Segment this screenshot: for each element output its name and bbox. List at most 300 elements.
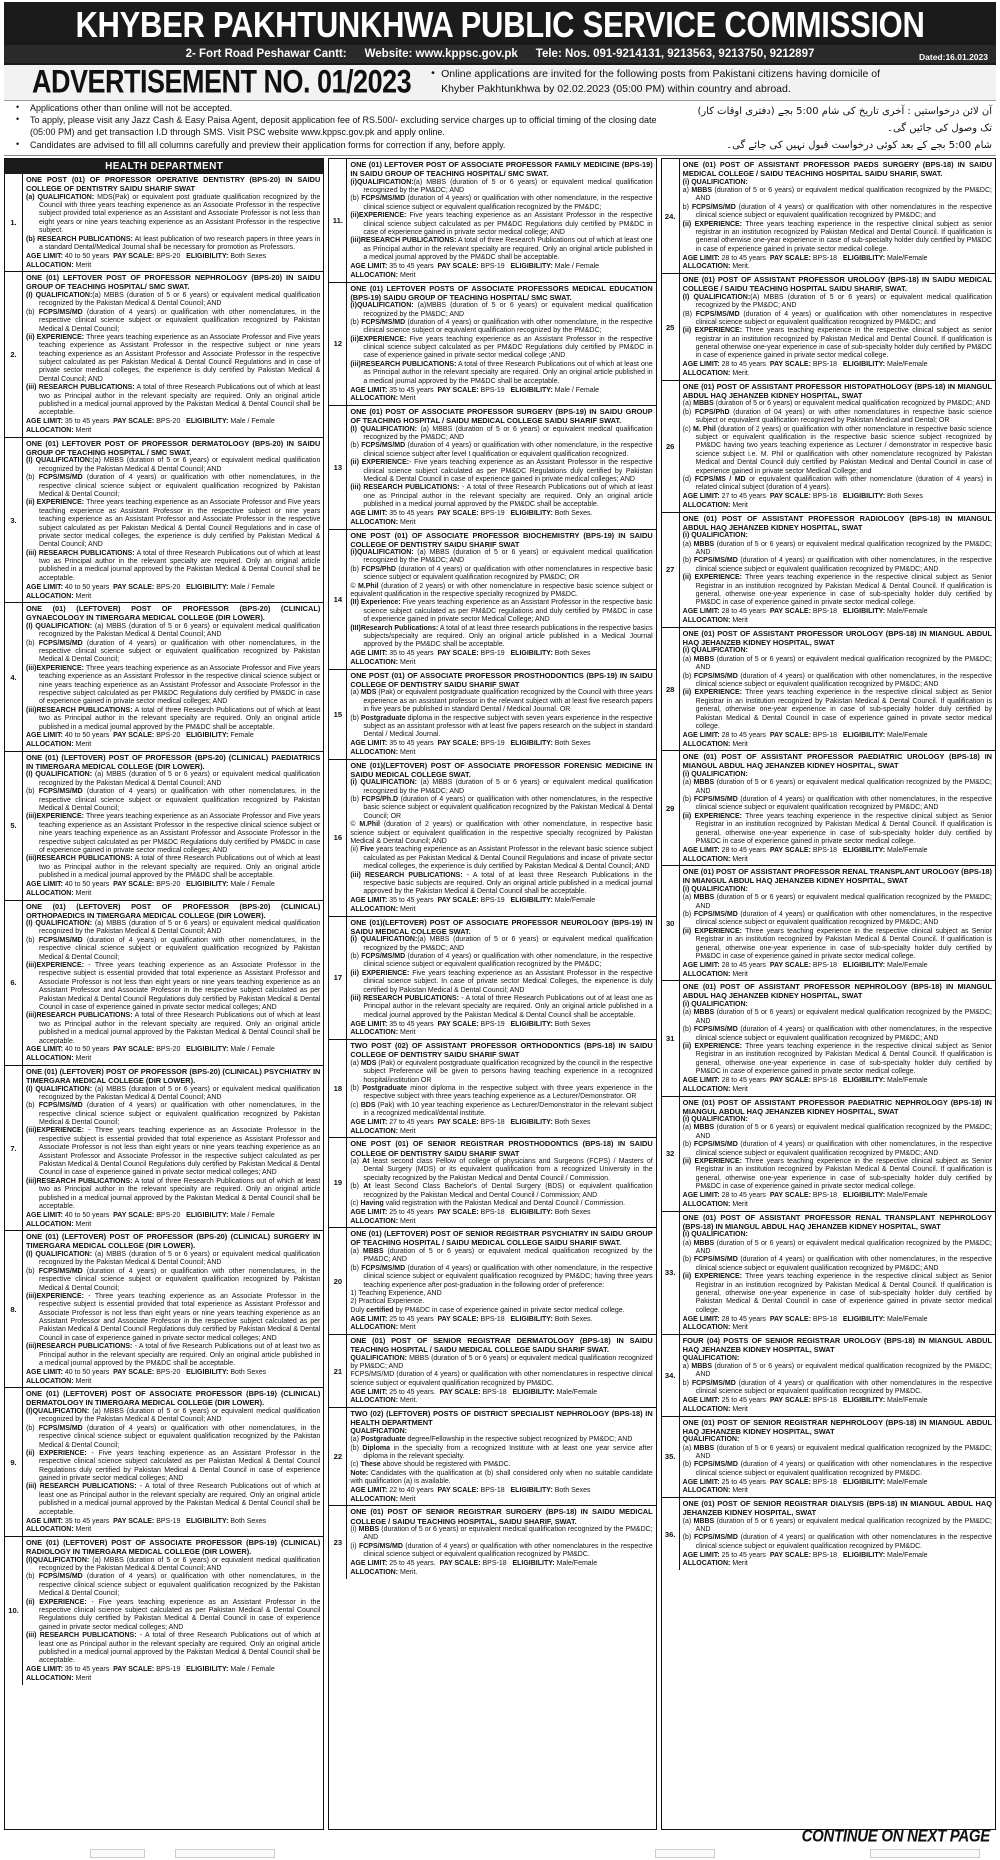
post-requirement-line: (I) QUALIFICATION:(A) MBBS (duration of 5 or 6 years) or equivalent medical qualification recognized by the PM&DC; AND (682, 293, 992, 310)
post-body (23, 174, 323, 271)
post-entry (329, 670, 655, 760)
post-requirement-line: (iii) RESEARCH PUBLICATIONS: - A total of three Research Publications out of which at least one as Principal author in the relevant specialty are required. Only an original article published in a medical journal approved by the Pakistan Medical & Dental Council shall be acceptable. (26, 1632, 321, 1665)
post-requirement-line: (iii)RESEARCH PUBLICATIONS: A total of three Research Publications out of which at least two as Principal author in the relevant specialty are required. Only an original article published in a medical journal approved by the PM&DC shall be acceptable. (26, 855, 321, 880)
post-requirement-line: b) FCPS/MS/MD (duration of 4 years) or qualification with other nomenclatures in the respective clinical science subject or equivalent qualification recognized by PM&DC. (682, 1379, 992, 1396)
post-requirement-line: (ii) EXPERIENCE: Three years teaching experience as an Associate Professor and Five years teaching experience as Assistant Professor in the respective subject or nine years teaching experience as an Assistant Professor and Associate Professor in the respective subject calculated as per Pakistan Medical & Dental Council Regulations and in case of private sector medical colleges, the experience is duly certified by Pakistan Medical & Dental Council; AND (26, 333, 321, 383)
post-requirement-line: (I) QUALIFICATION: (a) MBBS (duration of 5 or 6 years) or equivalent medical qualification recognized by the Pakistan Medical & Dental Council; AND (26, 622, 321, 639)
post-title: ONE (01) (LEFTOVER) POST OF PROFESSOR (BPS-20) (CLINICAL) ORTHOPAEDICS IN TIMERGARA MEDICAL COLLEGE (DIR LOWER). (26, 901, 321, 920)
post-body (347, 159, 655, 281)
post-requirement-line: (b) FCPS/MS/MD (duration of 4 years) or qualification with other nomenclatures, in the respective clinical science subject or equivalent qualification recognized by the Pakistan Medical & Dental Council; (26, 1573, 321, 1598)
post-requirement-line: (a) MBBS (duration of 5 or 6 years) or equivalent medical qualification recognized by the PM&DC; AND (682, 1124, 992, 1140)
post-meta: AGE LIMIT: 27 to 45 years PAY SCALE: BPS-18 ELIGIBILITY: Both Sexes ALLOCATION: Merit (682, 493, 923, 509)
post-meta: AGE LIMIT: 28 to 45 years PAY SCALE: BPS-18 ELIGIBILITY: Male/Female ALLOCATION: Merit (682, 961, 928, 978)
post-requirement-line: (ii) EXPERIENCE: Three years teaching experience in the respective clinical subject as senior registrar in an institution recognized by Pakistan Medical and Dental Council. If qualification is general otherwise one-year experience in case of sub-specialty holder duly certified by PM&DC in case of experience gained in private sector medical college. (682, 327, 992, 360)
post-number: 4. (5, 603, 23, 751)
post-requirement-line: (ii) EXPERIENCE: - Five years teaching experience as an Assistant Professor in the respective clinical science subject calculated as per Pakistan Medical & Dental Council Regulations duly certified by Pakistan Medical & Dental Council in case of experience gained in private sector medical colleges; AND (26, 1449, 321, 1483)
post-requirement-line: (b) FCPS/MS/MD (duration of 4 years) or qualification with other nomenclature, in the respective clinical science subject or equivalent qualification recognized by the PM&DC; (350, 953, 653, 969)
post-requirement-line: (b) FCPS/MS/MD (duration of 4 years) or qualification with other nomenclatures, in the respective clinical science subject or equivalent qualification recognized by Pakistan Medical & Dental Council; (26, 639, 321, 664)
post-title: ONE (01) POST OF ASSISTANT PROFESSOR UROLOGY (BPS-18) IN MIANGUL ABDUL HAQ JEHANZEB KIDNEY HOSPITAL, SWAT (682, 628, 992, 647)
post-body (680, 751, 995, 865)
post-title: ONE (01) POST OF ASSISTANT PROFESSOR HISTOPATHOLOGY (BPS-18) IN MIANGUL ABDUL HAQ JEHANZEB KIDNEY HOSPITAL, SWAT (682, 381, 992, 400)
post-body (680, 1212, 995, 1334)
post-entry (5, 1537, 323, 1685)
post-requirement-line: (ii) EXPERIENCE: Three years teaching experience in the respective clinical subject as Senior Registrar in an institution recognized by Pakistan Medical & Dental Council. If qualification is general, otherwise one-year experience in case of sub-specialty holder duly certified by PM&DC in case of experience gained in private sector medical college. (682, 812, 992, 845)
post-requirement-line: (b) FCPS/MS/MD (duration of 4 years) or qualification with other nomenclatures in the respective clinical science subject or equivalent qualification recognized by PM&DC. (682, 1534, 992, 1550)
post-number: 16 (329, 760, 347, 916)
post-requirement-line: (a) MBBS (duration of 5 or 6 years) or equivalent medical qualification recognized by the PM&DC; AND (682, 779, 992, 795)
post-entry (662, 1498, 995, 1570)
post-title: ONE (01) (LEFTOVER) POST OF PROFESSOR (BPS-20) (CLINICAL) PSYCHIATRY IN TIMERGARA MEDICAL COLLEGE (DIR LOWER). (26, 1066, 321, 1085)
post-number: 6. (5, 901, 23, 1065)
post-requirement-line: (i) QUALIFICATION: (682, 1001, 748, 1008)
post-title: ONE POST (01) OF ASSOCIATE PROFESSOR PROSTHODONTICS (BPS-19) IN SAIDU COLLEGE OF DENTISTRY SAIDU SHARIF SWAT (350, 670, 653, 689)
post-number: 21 (329, 1335, 347, 1407)
post-requirement-line: (b) FCPS/MS/MD (duration of 4 years) or qualification with other nomenclature, in the respective clinical science subject or equivalent qualification recognized by the PM&DC; (350, 318, 653, 335)
post-entry (662, 866, 995, 981)
post-requirement-line: QUALIFICATION: (682, 1354, 740, 1362)
post-requirement-line: (b) FCPS/MS/MD (duration of 4 years) or qualification with other nomenclatures, in the respective clinical science subject or equivalent qualification recognized by PM&DC; AND (682, 1141, 992, 1157)
page-header (4, 2, 996, 65)
urdu-notes (692, 103, 992, 154)
website-label[interactable]: Website: www.kppsc.gov.pk (364, 47, 518, 60)
post-requirement-line: b) FCPS/MS/MD (duration of 4 years) or qualification with other nomenclatures in the respective clinical science subject or equivalent qualification recognized by PM&DC; and (682, 203, 992, 220)
post-meta: AGE LIMIT: 40 to 50 years PAY SCALE: BPS-20 ELIGIBILITY: Both Sexes ALLOCATION: Merit (26, 1368, 267, 1385)
post-meta: AGE LIMIT: 35 to 45 years PAY SCALE: BPS-19 ELIGIBILITY: Both Sexes ALLOCATION: Merit (350, 1020, 591, 1037)
post-requirement-line: (iii)EXPERIENCE: Three years teaching experience as an Associate Professor and Five years teaching experience as an Assistant Professor in the respective clinical science subject or nine years teaching experience as an Assistant Professor and Associate Professor in the respective subject calculated as per PM&DC Regulations duly certified by PM&DC in case of experience gained in private sector medical colleges; AND (26, 813, 321, 854)
post-requirement-line: (i)QUALIFICATION: (a) MBBS (duration of 5 or 6 years) or equivalent medical qualification recognized by the PM&DC; AND (350, 549, 653, 565)
post-entry (662, 751, 995, 866)
post-requirement-line: (a) At least second class Fellow of college of physicians and Surgeons (FCPS) / Masters of Dental Surgery (MDS) or its equivalent qualification from a recognized University in the specialty recognized by the Pakistan Medical and Dental Council / Commission. (350, 1158, 653, 1182)
post-requirement-line: (iii)RESEARCH PUBLICATIONS: - A total of five Research Publications out of at least two as Principal author in the relevant specialty are required. Only an original article published in a medical journal approved by the PM&DC shall be acceptable. (26, 1343, 321, 1368)
post-title: ONE (01) (LEFTOVER) POST OF ASSOCIATE PROFESSOR (BPS-19) (CLINICAL) DERMATOLOGY IN TIMERGARA MEDICAL COLLEGE (DIR LOWER). (26, 1389, 321, 1408)
post-requirement-line: (a) MBBS (duration of 5 or 6 years) or equivalent medical qualification recognized by the PM&DC; AND (682, 894, 992, 910)
post-number: 9. (5, 1388, 23, 1536)
post-requirement-line: (i) MBBS (duration of 5 or 6 years) or equivalent medical qualification recognized by the PM&DC; AND (350, 1526, 653, 1542)
post-requirement-line: (III)Research Publications: A total of at least three research publications in the respective basics subjects/specialty are required. Only an original article published in a Medical Journal approved by the PM&DC shall be acceptable. (350, 624, 653, 649)
post-title: ONE (01) POST OF ASSISTANT PROFESSOR PAEDIATRIC NEPHROLOGY (BPS-18) IN MIANGUL ABDUL HAQ JEHANZEB KIDNEY HOSPITAL, SWAT (682, 1097, 992, 1116)
post-requirement-line: (ii) EXPERIENCE: - Five years teaching experience as an Assistant Professor in the respective clinical science subject calculated as per Pakistan Medical & Dental Council Regulations duly certified by Pakistan Medical & Dental Council in case of experience gained in private sector medical colleges; AND (26, 1598, 321, 1631)
post-title: ONE (01) LEFTOVER POST OF PROFESSOR NEPHROLOGY (BPS-20) IN SAIDU GROUP OF TEACHING HOSPITAL/ SMC SWAT. (26, 273, 321, 292)
post-title: ONE POST (01) OF PROFESSOR OPERATIVE DENTISTRY (BPS-20) IN SAIDU COLLEGE OF DENTISTRY SAIDU SHARIF SWAT (26, 175, 321, 194)
post-entry (662, 159, 995, 274)
post-number: 7. (5, 1066, 23, 1230)
post-requirement-line: (i) FCPS/MS/MD (duration of 4 years) or qualification with other nomenclatures in the respective clinical science subject or equivalent qualification recognized by PM&DC. (350, 1542, 653, 1559)
post-requirement-line: (b) FCPS/MS/MD (duration of 4 years) or qualification with other nomenclatures in the respective clinical science subject or equivalent qualification recognized by PM&DC. (682, 1461, 992, 1477)
post-meta: AGE LIMIT: 35 to 45 years PAY SCALE: BPS-19 ELIGIBILITY: Male/Female ALLOCATION: Merit (350, 897, 596, 913)
post-requirement-line: (II) Experience: Five years teaching experience as an Assistant Professor in the respective basic science subject calculated as per PM&DC regulations and duly certified by PM&DC in case of experience gained in private sector Medical College; AND (350, 599, 653, 624)
footer-mark (90, 1849, 145, 1858)
post-body (347, 760, 655, 916)
post-requirement-line: Note: Candidates with the qualification at (b) shall considered only when no suitable candidate with qualification (a) is available. (350, 1469, 653, 1486)
post-body (347, 670, 655, 759)
post-requirement-line: (iii) RESEARCH PUBLICATIONS: - A total of at least three Research Publications in the respective basic subjects are required. Only an original article published in a medical journal approved by the Pakistan Medical & Dental Council shall be acceptable. (350, 871, 653, 896)
post-entry (5, 1388, 323, 1537)
post-requirement-line: (iii)EXPERIENCE: Three years teaching experience as an Associate Professor and Five years teaching experience as an Assistant Professor in the respective clinical science subject or nine years teaching experience as an Assistant Professor and Associate Professor in the respective subject calculated as per PM&DC Regulations duly certified by PM&DC in case of experience gained in private sector medical colleges; AND (26, 664, 321, 706)
post-meta: AGE LIMIT: 35 to 45 years PAY SCALE: BPS-19 ELIGIBILITY: Both Sexes. ALLOCATION: Merit (350, 510, 593, 526)
post-meta: AGE LIMIT: 35 to 45 years PAY SCALE: BPS-19 ELIGIBILITY: Male / Female ALLOCATION: Merit (26, 1666, 275, 1682)
invitation-line-2: Khyber Pakhtunkhwa by 02.02.2023 (05:00 PM) within country and abroad. (441, 83, 791, 96)
post-requirement-line: QUALIFICATION: (682, 1436, 740, 1444)
post-requirement-line: (b) FCPS/MS/MD (duration of 4 years) or qualification with other nomenclatures, in the respective clinical science subject or equivalent qualification recognized by Pakistan Medical & Dental Council; (26, 308, 321, 333)
post-requirement-line: FCPS/MS/MD (duration of 4 years) or qualification with other nomenclatures in respective clinical science subject or equivalent qualification recognized by PM&DC. (350, 1371, 653, 1387)
post-requirement-line: (ii) Five years teaching experience as an Assistant Professor in the relevant basic science subject calculated as per Pakistan Medical & Dental Council Regulations and incase of private sector medical colleges, the experience is duly certified by Pakistan Medical & Dental Council; AND (350, 846, 653, 871)
post-body (680, 1335, 995, 1416)
post-number: 18 (329, 1040, 347, 1137)
post-body (680, 866, 995, 980)
post-requirement-line: (ii) EXPERIENCE:- Five years teaching experience as an Assistant Professor in the respective clinical science subject calculated as per PM&DC Regulations duly certified by Pakistan Medical & Dental Council in case of experience gained in private medical colleges; AND (350, 459, 653, 483)
post-body (347, 1228, 655, 1334)
column-3 (661, 158, 996, 1830)
post-requirement-line: (ii) EXPERIENCE: Three years teaching experience in the respective clinical subject as Senior Registrar in an institution recognized by Pakistan Medical & Dental Council. If qualification is general, otherwise one-year experience in case of sub-specialty holder duly certified by PM&DC in case of experience gained in private sector medical college. (682, 574, 992, 607)
post-title: ONE (01) LEFTOVER POSTS OF ASSOCIATE PROFESSORS MEDICAL EDUCATION (BPS-19) SAIDU GROUP OF TEACHING HOSPITAL/ SMC SWAT. (350, 283, 653, 302)
post-meta: AGE LIMIT: 28 to 45 years PAY SCALE: BPS-18 ELIGIBILITY: Male/Female ALLOCATION: Merit (682, 608, 928, 625)
post-number: 8. (5, 1231, 23, 1387)
post-number: 30 (662, 866, 680, 980)
post-title: FOUR (04) POSTS OF SENIOR REGISTRAR UROLOGY (BPS-18) IN MIANGUL ABDUL HAQ JEHANZEB KIDNEY HOSPITAL, SWAT (682, 1336, 992, 1355)
post-entry (662, 513, 995, 628)
post-requirement-line: (b) FCPS/MS/MD (duration of 4 years) or qualification with other nomenclatures, in the respective clinical science subject or equivalent qualification recognized by Pakistan Medical & Dental Council; (26, 936, 321, 961)
post-requirement-line: (I) QUALIFICATION: (a) MBBS (duration of 5 or 6 years) or equivalent medical qualification recognized by the Pakistan Medical & Dental Council; AND (26, 771, 321, 787)
post-requirement-line: (i) QUALIFICATION:(a) MBBS (duration of 5 or 6 years) or equivalent medical qualification recognized by the PM&DC; AND (350, 936, 653, 952)
post-requirement-line: (a) MBBS (duration of 5 or 6 years) or equivalent medical qualification recognized by the PM&DC; AND (350, 1247, 653, 1264)
post-body (347, 283, 655, 405)
post-entry (5, 174, 323, 272)
post-meta: AGE LIMIT: 28 to 45 years PAY SCALE: BPS-18 ELIGIBILITY: Male/Female ALLOCATION: Merit. (682, 254, 928, 271)
post-requirement-line: (b) Postgraduate minor diploma in the respective subject with three years experience in the respective subject with three years teaching experience as a Lecturer/Demonstrator. OR (350, 1084, 653, 1101)
post-requirement-line: (ii) EXPERIENCE: Three years teaching experience in the respective clinical subject as Senior Registrar in an institution recognized by Pakistan Medical & Dental Council. If qualification is general, otherwise one-year experience in case of sub-specialty holder duly certified by Pakistan Medical & Dental Council in case of experience gained in private sector medical college. (682, 1273, 992, 1314)
post-requirement-line: (I) QUALIFICATION: (a) MBBS (duration of 5 or 6 years) or equivalent medical qualification recognized by the Pakistan Medical & Dental Council; AND (26, 1250, 321, 1267)
post-meta: AGE LIMIT: 28 to 45 years PAY SCALE: BPS-18 ELIGIBILITY: Male/Female ALLOCATION: Merit (682, 1192, 928, 1208)
post-meta: AGE LIMIT: 25 to 45 years PAY SCALE: BPS-18 ELIGIBILITY: Male/Female ALLOCATION: Merit (682, 1478, 928, 1495)
post-entry (329, 917, 655, 1040)
post-number: 31 (662, 981, 680, 1095)
post-title: ONE (01) POST OF ASSISTANT PROFESSOR PAEDIATRIC UROLOGY (BPS-18) IN MIANGUL ABDUL HAQ JEHANZEB KIDNEY HOSPITAL, SWAT (682, 752, 992, 771)
post-number: 3. (5, 438, 23, 602)
post-meta: AGE LIMIT: 35 to 45 years PAY SCALE: BPS-19 ELIGIBILITY: Male / Female ALLOCATION: Merit (350, 263, 600, 279)
post-requirement-line: (B) FCPS/MS/MD (duration of 4 years) or qualification with other nomenclatures in respective clinical science subject or equivalent qualification recognized by PM&DC; and (682, 310, 992, 326)
post-meta: AGE LIMIT: 25 to 45 years PAY SCALE: BPS-18 ELIGIBILITY: Both Sexes. ALLOCATION: Merit (350, 1315, 593, 1332)
post-title: ONE (01)(LEFTOVER) POST OF ASSOCIATE PROFESSOR FORENSIC MEDICINE IN SAIDU MEDICAL COLLEGE SWAT. (350, 760, 653, 779)
post-title: ONE POST (01) OF SENIOR REGISTRAR PROSTHODONTICS (BPS-18) IN SAIDU COLLEGE OF DENTISTRY SAIDU SHARIF SWAT (350, 1139, 653, 1158)
post-entry (662, 1417, 995, 1499)
post-entry (5, 1066, 323, 1231)
post-number: 14 (329, 530, 347, 669)
post-requirement-line: (i) QUALIFICATION: (682, 178, 748, 186)
post-requirement-line: (b) FCPS/MS/MD (duration of 4 years) or qualification with other nomenclatures, in the respective clinical science subject or equivalent qualification recognized by PM&DC; AND (682, 1026, 992, 1042)
post-entry (329, 159, 655, 282)
advertisement-number: ADVERTISEMENT NO. 01/2023 (32, 63, 412, 100)
post-requirement-line: (iii)EXPERIENCE: - Three years teaching experience as an Associate Professor in the respective subject is essential provided that total experience as Assistant Professor and Associate Professor is not less than eight years or nine years teaching experience as an Assistant Professor and Associate Professor in the respective subject calculated as per Pakistan Medical & Dental Council Regulations duly certified by Pakistan Medical & Dental Council in case of experience gained in private sector medical colleges; AND (26, 1127, 321, 1177)
post-requirement-line: © M.Phil (duration of 2 years) or with other nomenclature in respective basic science subject or equivalent qualification in the respective specialty recognized by PM&DC. (350, 582, 653, 599)
post-requirement-line: (c) These above should be registered with PM&DC. (350, 1461, 511, 1469)
post-requirement-line: (i)QUALIFICATION:(a) MBBS (duration of 5 or 6 years) or equivalent medical qualification recognized by the PM&DC; AND (350, 178, 653, 195)
post-requirement-line: QUALIFICATION: (350, 1427, 407, 1435)
post-requirement-line: 2) Practical Experience. (350, 1298, 425, 1306)
post-title: ONE (01) (LEFTOVER) POST OF SENIOR REGISTRAR PSYCHIATRY IN SAIDU GROUP OF TEACHING HOSPITAL / SAIDU MEDICAL COLLEGE SAIDU SHARIF SWAT. (350, 1229, 653, 1248)
post-number: 22 (329, 1408, 347, 1505)
post-body (680, 981, 995, 1095)
post-title: ONE (01) POST OF SENIOR REGISTRAR NEPHROLOGY (BPS-18) IN MIANGUL ABDUL HAQ JEHANZEB KIDNEY HOSPITAL, SWAT (682, 1417, 992, 1436)
post-requirement-line: 1) Teaching Experience, AND (350, 1289, 442, 1297)
footer-mark (655, 1849, 715, 1858)
post-number: 25 (662, 274, 680, 380)
post-body (23, 272, 323, 436)
header-contact-bar (4, 45, 996, 63)
post-requirement-line: (b) RESEARCH PUBLICATIONS: At least publication of two research papers in three years in a standard Dental/Medical Journal shall be necessary for promotion as Professors. (26, 235, 321, 252)
post-requirement-line: (I) QUALIFICATION:(a) MBBS (duration of 5 or 6 years) or equivalent medical qualification recognized by the Pakistan Medical & Dental Council; AND (26, 291, 321, 308)
post-requirement-line: a) MBBS (duration of 5 or 6 years) or equivalent medical qualification recognized by the PM&DC; AND (682, 1363, 992, 1379)
post-title: ONE (01) (LEFTOVER) POST OF PROFESSOR (BPS-20) (CLINICAL) PAEDIATRICS IN TIMERGARA MEDICAL COLLEGE (DIR LOWER). (26, 752, 321, 771)
post-requirement-line: (iii) RESEARCH PUBLICATIONS: A total of three Research Publications out of which at least two as Principal author in the relevant specialty are required. Only an original article published in a medical journal approved by the Pakistan Medical & Dental Council shall be acceptable. (26, 549, 321, 582)
telephone-numbers: Tele: Nos. 091-9214131, 9213563, 9213750, 9212897 (535, 47, 815, 60)
post-entry (662, 1097, 995, 1212)
post-number: 35. (662, 1417, 680, 1498)
post-requirement-line: (b) FCPS/MS/MD (duration of 4 years) or qualification with other nomenclatures, in the respective clinical science subject or equivalent qualification recognized by PM&DC; AND (682, 672, 992, 688)
post-requirement-line: (ii) EXPERIENCE: Three years teaching experience in the respective clinical subject as Senior Registrar in an institution recognized by Pakistan Medical & Dental Council. If qualification is general, otherwise one-year experience in case of sub-specialty holder duly certified by PM&DC in case of experience gained in private sector medical college. (682, 927, 992, 961)
post-number: 12 (329, 283, 347, 405)
post-requirement-line: (i)QUALIFICATION: (a)MBBS (duration of 5 or 6 years) or equivalent medical qualification recognized by the PM&DC; AND (350, 302, 653, 318)
post-requirement-line: (I) QUALIFICATION: (a) MBBS (duration of 5 or 6 years) or equivalent medical qualification recognized by the PM&DC; AND (350, 425, 653, 441)
post-body (680, 513, 995, 627)
note-item: • Candidates are advised to fill all columns carefully and preview their application forms for correction if any, before apply. (8, 140, 680, 152)
post-number: 24. (662, 159, 680, 273)
office-address: 2- Fort Road Peshawar Cantt: (185, 47, 347, 60)
post-body (23, 901, 323, 1065)
post-requirement-line: (iii)RESEARCH PUBLICATIONS: A total of three Research Publications out of which at least two as Principal author in the relevant specialty are required. Only an original article published in a medical journal approved by the Pakistan Medical & Dental Council shall be acceptable. (26, 1012, 321, 1045)
post-entry (662, 381, 995, 513)
post-number: 11. (329, 159, 347, 281)
post-meta: AGE LIMIT: 28 to 45 years PAY SCALE: BPS-18 ELIGIBILITY: Male/Female ALLOCATION: Merit (682, 731, 928, 748)
post-meta: AGE LIMIT: 28 to 45 years PAY SCALE: BPS-18 ELIGIBILITY: Male/Female ALLOCATION: Merit (682, 1077, 928, 1093)
posts-columns (4, 158, 996, 1830)
post-entry (329, 1040, 655, 1138)
post-requirement-line: (c) Having valid registration with the Pakistan Medical and Dental Council / Commission. (350, 1199, 626, 1207)
post-number: 19 (329, 1138, 347, 1227)
post-title: ONE (01)(LEFTOVER) POST OF ASSOCIATE PROFESSOR NEUROLOGY (BPS-19) IN SAIDU MEDICAL COLLEGE SWAT. (350, 917, 653, 936)
post-title: ONE (01) LEFTOVER POST OF ASSOCIATE PROFESSOR FAMILY MEDICINE (BPS-19) IN SAIDU GROUP OF TEACHING HOSPITAL/ SMC SWAT. (350, 160, 653, 179)
post-body (680, 1498, 995, 1570)
post-entry (662, 1335, 995, 1417)
post-body (347, 406, 655, 528)
post-body (347, 1040, 655, 1137)
post-meta: AGE LIMIT: 40 to 50 years PAY SCALE: BPS-20 ELIGIBILITY: Male / Female ALLOCATION: Merit (26, 583, 275, 600)
post-requirement-line: (b) FCPS/MS/MD (duration of 4 years) or qualification with other nomenclatures, in the respective clinical science subject or equivalent qualification recognized by PM&DC; AND (682, 1256, 992, 1272)
post-requirement-line: (iii) RESEARCH PUBLICATIONS: - A total of three Research Publications out of at least one as Principal author in the relevant specialty are required. Only an original article published in a medical journal approved by the Pakistan Medical & Dental Council shall be acceptable. (350, 995, 653, 1019)
post-requirement-line: (a) MDS (Pak) or equivalent postgraduate qualification recognized by the council in the respective subject Preference will be given to persons having teaching experience in a recognized hospital/institution OR (350, 1059, 653, 1084)
post-requirement-line: (a) MBBS (duration of 5 or 6 years) or equivalent medical qualification recognized by the PM&DC; AND (682, 655, 992, 672)
post-title: ONE (01) POST OF SENIOR REGISTRAR DIALYSIS (BPS-18) IN MIANGUL ABDUL HAQ JEHANZEB KIDNEY HOSPITAL, SWAT (682, 1499, 992, 1518)
post-requirement-line: (iii)RESEARCH PUBLICATIONS: A total of three Research Publications out of which at least one as Principal author in the relevant specialty are required. Only an original article published in a medical journal approved by the PM&DC shall be acceptable. (350, 237, 653, 262)
post-requirement-line: (b) FCPS/MS/MD (duration of 4 years) or qualification with other nomenclature, in the respective clinical science subject or equivalent qualification recognized by the PM&DC; (350, 195, 653, 211)
post-requirement-line: (a) MBBS (duration of 5 or 6 years) or equivalent medical qualification recognized by the PM&DC; AND (682, 540, 992, 557)
post-number: 28 (662, 628, 680, 750)
post-entry (329, 760, 655, 917)
column-3-entries (662, 159, 995, 1570)
post-requirement-line: (i) QUALIFICATION: (682, 885, 748, 893)
post-number: 23 (329, 1506, 347, 1578)
post-requirement-line: (a) MBBS (duration of 5 or 6 years) or equivalent medical qualification recognized by the PM&DC; AND (682, 1444, 992, 1460)
post-entry (329, 1335, 655, 1408)
department-header: HEALTH DEPARTMENT (5, 159, 323, 174)
post-requirement-line: (a) MDS (Pak) or equivalent postgraduate qualification recognized by the Council with three years experience as an assistant professor in the relevant subject with at least five research papers in five years be published in standard Dental / Medical Journal. OR (350, 689, 653, 714)
post-title: ONE (01) POST OF SENIOR REGISTRAR SURGERY (BPS-18) IN SAIDU MEDICAL COLLEGE / SAIDU TEACHING HOSPITAL, SAIDU SHARIF, SWAT. (350, 1507, 653, 1526)
post-requirement-line: a) MBBS (duration of 5 or 6 years) or equivalent medical qualification recognized by the PM&DC; AND (682, 187, 992, 203)
footer-mark (175, 1849, 275, 1858)
post-body (347, 1408, 655, 1505)
post-requirement-line: (a) MBBS (duration of 5 or 6 years) or equivalent medical qualification recognized by the PM&DC; AND (682, 1239, 992, 1255)
post-title: ONE (01) LEFTOVER POST OF PROFESSOR DERMATOLOGY (BPS-20) IN SAIDU GROUP OF TEACHING HOSPITAL / SMC SWAT. (26, 438, 321, 457)
post-entry (662, 981, 995, 1096)
post-meta: AGE LIMIT: 40 to 50 years PAY SCALE: BPS-20 ELIGIBILITY: Male / Female ALLOCATION: Merit (26, 1046, 275, 1063)
post-requirement-line: (a) QUALIFICATION: MDS(Pak) or equivalent post graduate qualification recognized by the Council with three years teaching experience as an Associate Professor in the respective subject provided total experience as an Assistant and Associate Professor is not less than eight years or nine years teaching experience as an Assistant Professor in the respective subject. (26, 193, 321, 235)
post-body (347, 1506, 655, 1578)
post-requirement-line: (b) FCPS/MS/MD (duration of 4 years) or qualification with other nomenclature, in the respective clinical science subject after level I qualification or equivalent qualification recognized. (350, 442, 653, 458)
post-requirement-line: (i) QUALIFICATION: (682, 770, 748, 778)
post-number: 10. (5, 1537, 23, 1685)
post-number: 26 (662, 381, 680, 512)
post-entry (5, 438, 323, 603)
post-number: 34. (662, 1335, 680, 1416)
post-body (680, 159, 995, 273)
post-requirement-line: (a) MBBS (duration of 5 or 6 years) or equivalent medical qualification recognized by the PM&DC; AND (682, 1009, 992, 1025)
post-requirement-line: (I)QUALIFICATION: (a) MBBS (duration of 5 or 6 years) or equivalent medical qualification recognized by the Pakistan Medical & Dental Council; AND (26, 1407, 321, 1424)
application-notes (4, 101, 996, 157)
post-body (23, 752, 323, 900)
post-number: 27 (662, 513, 680, 627)
post-requirement-line: QUALIFICATION: MBBS (duration of 5 or 6 years) or equivalent medical qualification recognized by PM&DC; AND (350, 1354, 653, 1371)
post-requirement-line: (ii) EXPERIENCE: Five years teaching experience as an Assistant Professor in the respective clinical science subject. In case of private sector Medical Colleges, the experience is duly certified by Pakistan Medical & Dental Council; AND (350, 969, 653, 994)
post-requirement-line: (b) Diploma in the specialty from a recognized Institute with at least one year service after diploma in the relevant specialty. (350, 1444, 653, 1460)
post-entry (662, 274, 995, 381)
post-requirement-line: (b) FCPS/PhD (duration of 04 years) or with other nomenclatures in respective basic science subject or equivalent qualification recognized by Pakistan Medical and Dental; OR (682, 408, 992, 425)
post-number: 13 (329, 406, 347, 528)
post-title: ONE (01) POST OF ASSISTANT PROFESSOR PAEDS SURGERY (BPS-18) IN SAIDU MEDICAL COLLEGE / SAIDU TEACHING HOSPITAL SAIDU SHARIF, SWAT. (682, 160, 992, 179)
post-requirement-line: (I)QUALIFICATION: (a) MBBS (duration of 5 or 6 years) or equivalent medical qualification recognized by the Pakistan Medical & Dental Council; AND (26, 1556, 321, 1572)
post-title: ONE (01) POST OF ASSOCIATE PROFESSOR SURGERY (BPS-19) IN SAIDU GROUP OF TEACHING HOSPITAL / SAIDU MEDICAL COLLEGE SAIDU SHARIF SWAT. (350, 407, 653, 426)
post-requirement-line: (ii) EXPERIENCE: Three years teaching experience as an Associate Professor and Five years teaching experience as Assistant Professor in the respective subject or nine years teaching experience as an Assistant Professor and Associate Professor in the respective subject calculated as per Pakistan Medical & Dental Council Regulations and in case of private sector medical colleges, the experience is duly certified by Pakistan Medical & Dental Council; AND (26, 499, 321, 549)
post-body (23, 438, 323, 602)
post-requirement-line: Duly certified by PM&DC in case of experience gained in private sector medical college. (350, 1306, 625, 1314)
post-body (347, 530, 655, 669)
post-requirement-line: (b) FCPS/PhD (duration of 4 years) or qualification with other nomenclatures in respective basic science subject or equivalent qualification recognized by PM&DC; OR (350, 565, 653, 582)
post-requirement-line: (i) QUALIFICATION: (682, 532, 748, 540)
post-requirement-line: (iii)RESEARCH PUBLICATIONS: A total of three Research Publications out of which at least two as Principal author in the relevant specialty are required. Only an original article published in a medical journal approved by the PM&DC shall be acceptable. (26, 706, 321, 731)
note-item: • To apply, please visit any Jazz Cash & Easy Paisa Agent, deposit application fee of RS.500/- excluding service charges up to official timing of the closing date (05:00 PM) and get transaction I.D through SMS. Visit PSC website www.kppsc.gov.pk and apply online. (8, 115, 680, 139)
post-entry (5, 603, 323, 752)
post-title: ONE (01) POST OF ASSISTANT PROFESSOR RADIOLOGY (BPS-18) IN MIANGUL ABDUL HAQ JEHANZEB KIDNEY HOSPITAL, SWAT (682, 513, 992, 532)
footer-mark (870, 1849, 980, 1858)
post-meta: AGE LIMIT: 22 to 40 years PAY SCALE: BPS-18 ELIGIBILITY: Both Sexes ALLOCATION: Merit (350, 1486, 591, 1503)
post-body (680, 1097, 995, 1211)
post-entry (329, 530, 655, 670)
post-requirement-line: (iii)EXPERIENCE: - Three years teaching experience as an Associate Professor in the respective subject is essential provided that total experience as Assistant Professor and Associate Professor is not less than eight years or nine years teaching experience as an Assistant Professor and Associate Professor in the respective subject calculated as per Pakistan Medical & Dental Council Regulations duly certified by Pakistan Medical & Dental Council in case of experience gained in private sector medical colleges; AND (26, 962, 321, 1011)
post-title: ONE (01) POST OF ASSISTANT PROFESSOR NEPHROLOGY (BPS-18) IN MIANGUL ABDUL HAQ JEHANZEB KIDNEY HOSPITAL, SWAT (682, 982, 992, 1001)
post-entry (5, 1231, 323, 1388)
post-requirement-line: (ii) EXPERIENCE: Three years teaching experience in the respective clinical subject as Senior Registrar in an institution recognized by Pakistan Medical & Dental Council. If qualification is general, otherwise one-year experience in case of sub-specialty holder duly certified by PM&DC in case of experience gained in private sector medical college. (682, 1158, 992, 1191)
post-requirement-line: (b) FCPS/MS/MD (duration of 4 years) or qualification with other nomenclature, in the respective clinical science subject or equivalent qualification recognized by PM&DC; having three years teaching experience after post-graduation in the following order of preference: (350, 1264, 653, 1289)
post-body (680, 381, 995, 512)
post-entry (329, 1408, 655, 1506)
post-requirement-line: (b) FCPS/MS/MD (duration of 4 years) or qualification with other nomenclatures, in the respective clinical science subject or equivalent qualification recognized by Pakistan Medical & Dental Council; (26, 788, 321, 813)
column-2 (328, 158, 656, 1830)
post-meta: AGE LIMIT: 25 to 45 years. PAY SCALE: BPS-18 ELIGIBILITY: Male/Female ALLOCATION: Merit. (350, 1560, 598, 1576)
post-requirement-line: (b) Postgraduate diploma in the respective subject with seven years experience in the respective subject as an assistant professor with at least five papers research on the subject in standard Dental / Medical Journal. (350, 714, 653, 739)
post-number: 1. (5, 174, 23, 271)
post-meta: AGE LIMIT: 40 to 50 years PAY SCALE: BPS-20 ELIGIBILITY: Male / Female ALLOCATION: Merit (26, 1211, 275, 1228)
post-body (347, 1138, 655, 1227)
invitation-line-1: • Online applications are invited for the following posts from Pakistani citizens having domicile of (431, 67, 880, 82)
post-number: 29 (662, 751, 680, 865)
post-requirement-line: (i) QUALIFICATION: (682, 1116, 748, 1124)
footer-strip (0, 1846, 1000, 1860)
post-meta: AGE LIMIT: 28 to 45 years PAY SCALE: BPS-18 ELIGIBILITY: Male/Female ALLOCATION: Merit (682, 846, 928, 863)
post-requirement-line: (d) FCPS/MS / MD or equivalent qualification with other nomenclature (duration of 4 years) in related clinical subject (duration of 4 years). (682, 475, 992, 492)
post-entry (5, 901, 323, 1066)
post-meta: AGE LIMIT: 28 to 45 years PAY SCALE: BPS-18 ELIGIBILITY: Male/Female ALLOCATION: Merit. (682, 361, 928, 378)
post-body (23, 1231, 323, 1387)
organization-title: KHYBER PAKHTUNKHWA PUBLIC SERVICE COMMISSION (75, 3, 925, 46)
post-entry (329, 406, 655, 529)
post-requirement-line: (i) QUALIFICATION: (a) MBBS (duration of 5 or 6 years) or equivalent medical qualification recognized by the PM&DC; AND (350, 779, 653, 795)
post-title: ONE (01) (LEFTOVER) POST OF ASSOCIATE PROFESSOR (BPS-19) (CLINICAL) RADIOLOGY IN TIMERGARA MEDICAL COLLEGE (DIR LOWER). (26, 1538, 321, 1557)
post-entry (662, 1212, 995, 1335)
post-requirement-line: (iii)RESEARCH PUBLICATIONS: A total of three Research Publications out of which at least two as Principal author in the relevant specialty are required. Only an original article published in a medical journal approved by the Pakistan Medical & Dental Council shall be acceptable. (26, 1177, 321, 1210)
post-title: TWO POST (02) OF ASSISTANT PROFESSOR ORTHODONTICS (BPS-18) IN SAIDU COLLEGE OF DENTISTRY SAIDU SHARIF SWAT (350, 1041, 653, 1060)
urdu-note-item: شام 5:00 بجے کے بعد کوئی درخواست قبول نہیں کی جائے گی۔ (726, 139, 992, 151)
post-requirement-line: (i) QUALIFICATION: (682, 1231, 748, 1239)
notes-list (8, 103, 680, 153)
post-requirement-line: (c) M. Phil (duration of 2 years) or qualification with other nomenclature in respective basic science subject or equivalent qualification in the respective basic science subject recognized by PM&DC having two years teaching experience as Lecturer / demonstrator in respective basic science subject i.e. M. Phil or qualification with other nomenclature recognized by Pakistan Medical and Dental Council duly certified by Pakistan Medical and Dental Council in case of experience gained in private sector Medical College; and (682, 425, 992, 475)
note-item: • Applications other than online will not be accepted. (8, 103, 680, 115)
post-number: 20 (329, 1228, 347, 1334)
post-title: ONE POST (01) OF ASSOCIATE PROFESSOR BIOCHEMISTRY (BPS-19) IN SAIDU COLLEGE OF DENTISTRY SAIDU SHARIF SWAT (350, 530, 653, 549)
post-requirement-line: (a) Postgraduate degree/Fellowship in the respective subject recognized by PM&DC; AND (350, 1436, 633, 1444)
post-meta: AGE LIMIT: 35 to 45 years PAY SCALE: BPS-20 ELIGIBILITY: Male / Female ALLOCATION: Merit (26, 418, 275, 435)
post-entry (329, 1228, 655, 1335)
post-meta: AGE LIMIT: 35 to 45 years PAY SCALE: BPS-19 ELIGIBILITY: Both Sexes ALLOCATION: Merit (350, 740, 591, 756)
post-meta: AGE LIMIT: 28 to 45 years PAY SCALE: BPS-18 ELIGIBILITY: Male/Female ALLOCATION: Merit (682, 1315, 928, 1332)
post-number: 2. (5, 272, 23, 436)
post-meta: AGE LIMIT: 25 to 45 years. PAY SCALE: BPS-18 ELIGIBILITY: Male/Female ALLOCATION: Merit. (350, 1388, 598, 1405)
post-entry (5, 272, 323, 437)
continue-next-page-label: CONTINUE ON NEXT PAGE (801, 1826, 990, 1846)
post-body (680, 1417, 995, 1498)
post-body (23, 1388, 323, 1536)
post-requirement-line: (b) FCPS/MS/MD (duration of 4 years) or qualification with other nomenclatures, in the respective clinical science subject or equivalent qualification recognized by Pakistan Medical & Dental Council; (26, 1267, 321, 1292)
post-requirement-line: (ii) EXPERIENCE: Three years teaching experience in the respective clinical subject as senior registrar in an institution recognized by Pakistan Medical and Dental Council. If qualification is general otherwise one-year experience in case of sub-specialty holder duly certified by PM&DC in case of experience gained in private sector medical college. (682, 220, 992, 253)
post-number: 33. (662, 1212, 680, 1334)
post-title: ONE (01) POST OF ASSISTANT PROFESSOR UROLOGY (BPS-18) IN SAIDU MEDICAL COLLEGE / SAIDU TEACHING HOSPITAL SAIDU SHARIF, SWAT. (682, 275, 992, 294)
post-meta: AGE LIMIT: 40 to 50 years PAY SCALE: BPS-20 ELIGIBILITY: Both Sexes ALLOCATION: Merit (26, 252, 267, 269)
post-meta: AGE LIMIT: 35 to 45 years PAY SCALE: BPS-19 ELIGIBILITY: Both Sexes ALLOCATION: Merit (350, 650, 591, 667)
post-body (347, 917, 655, 1039)
post-entry (662, 628, 995, 751)
post-meta: AGE LIMIT: 25 to 45 years PAY SCALE: BPS-18 ELIGIBILITY: Male/Female ALLOCATION: Merit (682, 1397, 928, 1413)
post-requirement-line: (b) FCPS/MS/MD (duration of 4 years) or qualification with other nomenclatures, in the respective clinical science subject or equivalent qualification recognized by PM&DC; AND (682, 796, 992, 812)
post-requirement-line: (I) QUALIFICATION: (a) MBBS (duration of 5 or 6 years) or equivalent medical qualification recognized by the Pakistan Medical & Dental Council; AND (26, 1085, 321, 1101)
post-requirement-line: (b) FCPS/MS/MD (duration of 4 years) or qualification with other nomenclatures, in the respective clinical science subject or equivalent qualification recognized by Pakistan Medical & Dental Council; (26, 1102, 321, 1127)
post-meta: AGE LIMIT: 27 to 45 years PAY SCALE: BPS-18 ELIGIBILITY: Both Sexes ALLOCATION: Merit (350, 1118, 591, 1135)
post-requirement-line: (b) FCPS/MS/MD (duration of 4 years) or qualification with other nomenclatures, in the respective clinical science subject or equivalent qualification recognized by Pakistan Medical & Dental Council; (26, 474, 321, 498)
post-requirement-line: (b) FCPS/MS/MD (duration of 4 years) or qualification with other nomenclatures, in the respective clinical science subject or equivalent qualification recognized by PM&DC; AND (682, 557, 992, 573)
post-number: 36. (662, 1498, 680, 1570)
post-number: 5. (5, 752, 23, 900)
post-requirement-line: (ii)EXPERIENCE: Five years teaching experience as an Assistant Professor in the respective clinical science subject calculated as per PM&DC Regulations duly certified by PM&DC in case of experience gained in private sector medical college; AND (350, 212, 653, 237)
post-requirement-line: © M.Phil (duration of 2 years) or qualification with other nomenclature, in respective basic science subject or equivalent qualification in the respective specialty recognized by Pakistan Medical & Dental Council; AND (350, 821, 653, 845)
post-entry (329, 1138, 655, 1228)
post-number: 32 (662, 1097, 680, 1211)
post-number: 15 (329, 670, 347, 759)
